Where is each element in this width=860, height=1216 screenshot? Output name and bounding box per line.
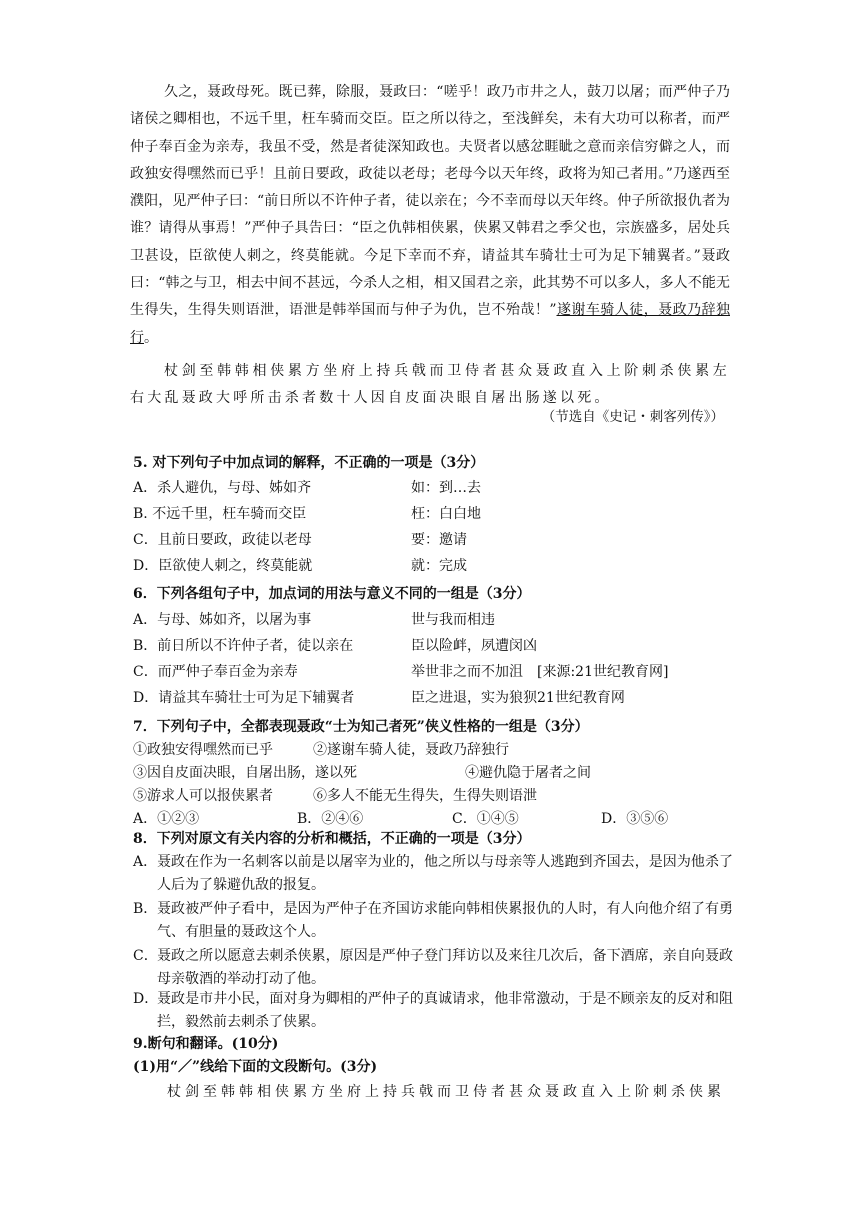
q6-option-d-left: D．请益其车骑壮士可为足下辅翼者 <box>133 690 355 706</box>
q7-item-6: ⑥多人不能无生得失，生得失则语泄 <box>313 788 537 804</box>
q5-option-b: B. 不远千里，枉车骑而交臣 <box>133 506 307 522</box>
q8-option-text: 聂政是市井小民，面对身为卿相的严仲子的真诚请求，他非常激动，于是不顾亲友的反对和阻拦，毅然前去刺杀了侠累。 <box>157 991 733 1030</box>
q7-answer-c: C．①④⑤ <box>452 811 519 827</box>
q7-item-3: ③因自皮面决眼，自屠出肠，遂以死 <box>133 765 357 781</box>
q8-option-a <box>133 851 733 897</box>
q5-option-c: C．且前日要政，政徒以老母 <box>133 532 312 548</box>
q8-option-text: 聂政在作为一名刺客以前是以屠宰为业的，他之所以与母亲等人逃跑到齐国去，是因为他杀了人后为了躲避仇敌的报复。 <box>157 854 733 893</box>
source-citation: （节选自《史记・刺客列传》） <box>541 409 724 425</box>
q6-option-a-left: A．与母、姊如齐，以屠为事 <box>133 612 312 628</box>
q7-answer-b: B．②④⑥ <box>297 811 364 827</box>
q8-option-d <box>133 988 733 1034</box>
passage-text: 久之，聂政母死。既已葬，除服，聂政曰：“嗟乎！政乃市井之人，鼓刀以屠；而严仲子乃诸侯之卿相也，不远千里，枉车骑而交臣。臣之所以待之，至浅鲜矣，未有大功可以称者，而严仲子奉百金为亲寿，我虽不受，然是者徒深知政也。夫贤者以感忿睚眦之意而亲信穷僻之人，而政独安得嘿然而已乎！且前日要政，政徒以老母；老母今以天年终，政将为知己者用。”乃遂西至濮阳，见严仲子曰：“前日所以不许仲子者，徒以亲在；今不幸而母以天年终。仲子所欲报仇者为谁？请得从事焉！”严仲子具告曰：“臣之仇韩相侠累，侠累又韩君之季父也，宗族盛多，居处兵卫甚设，臣欲使人刺之，终莫能就。今足下幸而不弃，请益其车骑壮士可为足下辅翼者。”聂政曰：“韩之与卫，相去中间不甚远，今杀人之相，相又国君之亲，此其势不可以多人，多人不能无生得失，生得失则语泄，语泄是韩举国而与仲子为仇，岂不殆哉！” <box>130 84 730 319</box>
q5-gloss-b: 枉：白白地 <box>411 506 481 522</box>
q6-option-b-right: 臣以险衅，夙遭闵凶 <box>411 638 537 654</box>
q7-answer-d: D．③⑤⑥ <box>601 811 669 827</box>
q7-item-1: ①政独安得嘿然而已乎 <box>133 742 273 758</box>
q6-option-d-right: 臣之进退，实为狼狈21世纪教育网 <box>411 690 625 706</box>
q8-heading: 8．下列对原文有关内容的分析和概括，不正确的一项是（3分） <box>133 831 531 847</box>
q8-option-label: D． <box>133 991 159 1007</box>
q6-option-c-right: 举世非之而不加沮 [来源:21世纪教育网] <box>411 664 669 680</box>
q8-option-c <box>133 945 733 991</box>
q6-option-a-right: 世与我而相违 <box>411 612 495 628</box>
q9-punctuation-text: 杖剑至韩韩相侠累方坐府上持兵戟而卫侍者甚众聂政直入上阶刺杀侠累 <box>167 1084 725 1100</box>
q5-gloss-d: 就：完成 <box>411 558 467 574</box>
q5-heading: 5. 对下列句子中加点词的解释，不正确的一项是（3分） <box>133 455 485 471</box>
passage-end-punct: 。 <box>144 329 158 346</box>
underlined-sentence: 遂谢车骑人徒，聂政乃辞独行 <box>130 302 730 346</box>
q6-heading: 6．下列各组句子中，加点词的用法与意义不同的一组是（3分） <box>133 586 531 602</box>
q5-option-d: D．臣欲使人刺之，终莫能就 <box>133 558 313 574</box>
q8-option-label: B． <box>133 901 158 917</box>
q8-option-b <box>133 898 733 944</box>
q7-heading: 7．下列句子中，全都表现聂政“士为知己者死”侠义性格的一组是（3分） <box>133 719 589 735</box>
q7-answer-a: A．①②③ <box>133 811 200 827</box>
q5-option-a: A．杀人避仇，与母、姊如齐 <box>133 480 312 496</box>
q7-item-2: ②遂谢车骑人徒，聂政乃辞独行 <box>313 742 509 758</box>
q6-option-c-left: C．而严仲子奉百金为亲寿 <box>133 664 298 680</box>
q8-option-label: C． <box>133 948 158 964</box>
q8-option-text: 聂政之所以愿意去刺杀侠累，原因是严仲子登门拜访以及来往几次后，备下酒席，亲自向聂政母亲敬酒的举动打动了他。 <box>157 948 733 987</box>
q5-gloss-a: 如：到…去 <box>411 480 481 496</box>
q9-heading: 9.断句和翻译。(10分) <box>133 1036 279 1052</box>
q8-option-text: 聂政被严仲子看中，是因为严仲子在齐国访求能向韩相侠累报仇的人时，有人向他介绍了有勇气、有胆量的聂政这个人。 <box>157 901 733 940</box>
q9-sub1: (1)用“／”线给下面的文段断句。(3分) <box>133 1059 378 1075</box>
passage-paragraph-1 <box>130 79 730 352</box>
q8-option-label: A． <box>133 854 158 870</box>
q7-item-4: ④避仇隐于屠者之间 <box>465 765 591 781</box>
q6-option-b-left: B．前日所以不许仲子者，徒以亲在 <box>133 638 354 654</box>
passage-paragraph-2: 杖剑至韩韩相侠累方坐府上持兵戟而卫侍者甚众聂政直入上阶刺杀侠累左右大乱聂政大呼所击杀者数十人因自皮面决眼自屠出肠遂以死。 <box>130 363 730 407</box>
q7-item-5: ⑤游求人可以报侠累者 <box>133 788 273 804</box>
q5-gloss-c: 要：邀请 <box>411 532 467 548</box>
